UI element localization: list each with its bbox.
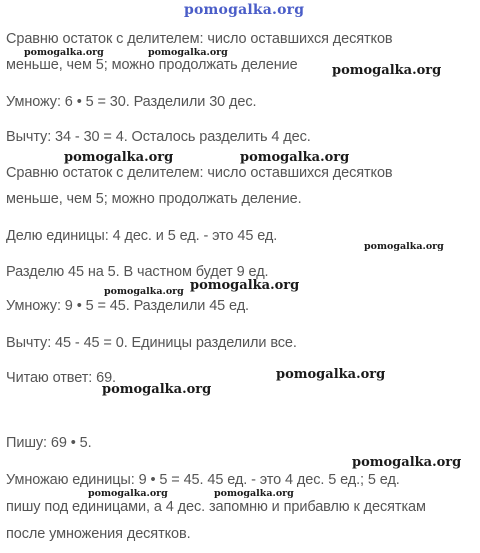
text-line-11: Читаю ответ: 69. bbox=[6, 370, 116, 386]
watermark: pomogalka.org bbox=[24, 47, 104, 58]
watermark: pomogalka.org bbox=[104, 286, 184, 297]
watermark: pomogalka.org bbox=[276, 367, 386, 382]
text-line-15: после умножения десятков. bbox=[6, 526, 191, 542]
text-line-7: Делю единицы: 4 дес. и 5 ед. - это 45 ед. bbox=[6, 228, 278, 244]
watermark: pomogalka.org bbox=[352, 455, 462, 470]
text-line-12: Пишу: 69 • 5. bbox=[6, 435, 92, 451]
text-line-1: Сравню остаток с делителем: число оставшихся десятков bbox=[6, 31, 393, 47]
watermark: pomogalka.org bbox=[88, 488, 168, 499]
watermark: pomogalka.org bbox=[64, 150, 174, 165]
text-line-9: Умножу: 9 • 5 = 45. Разделили 45 ед. bbox=[6, 298, 249, 314]
watermark: pomogalka.org bbox=[102, 382, 212, 397]
text-line-6: меньше, чем 5; можно продолжать деление. bbox=[6, 191, 302, 207]
watermark: pomogalka.org bbox=[364, 241, 444, 252]
text-line-2: меньше, чем 5; можно продолжать деление bbox=[6, 57, 298, 73]
text-line-14: пишу под единицами, а 4 дес. запомню и прибавлю к десяткам bbox=[6, 499, 426, 515]
text-line-3: Умножу: 6 • 5 = 30. Разделили 30 дес. bbox=[6, 94, 257, 110]
text-line-4: Вычту: 34 - 30 = 4. Осталось разделить 4 дес. bbox=[6, 129, 311, 145]
watermark: pomogalka.org bbox=[190, 278, 300, 293]
watermark: pomogalka.org bbox=[148, 47, 228, 58]
watermark: pomogalka.org bbox=[214, 488, 294, 499]
text-line-8: Разделю 45 на 5. В частном будет 9 ед. bbox=[6, 264, 269, 280]
text-line-13: Умножаю единицы: 9 • 5 = 45. 45 ед. - это 4 дес. 5 ед.; 5 ед. bbox=[6, 472, 400, 488]
watermark: pomogalka.org bbox=[240, 150, 350, 165]
header-watermark: pomogalka.org bbox=[184, 2, 305, 18]
text-line-5: Сравню остаток с делителем: число оставшихся десятков bbox=[6, 165, 393, 181]
watermark: pomogalka.org bbox=[332, 63, 442, 78]
text-line-10: Вычту: 45 - 45 = 0. Единицы разделили все. bbox=[6, 335, 297, 351]
